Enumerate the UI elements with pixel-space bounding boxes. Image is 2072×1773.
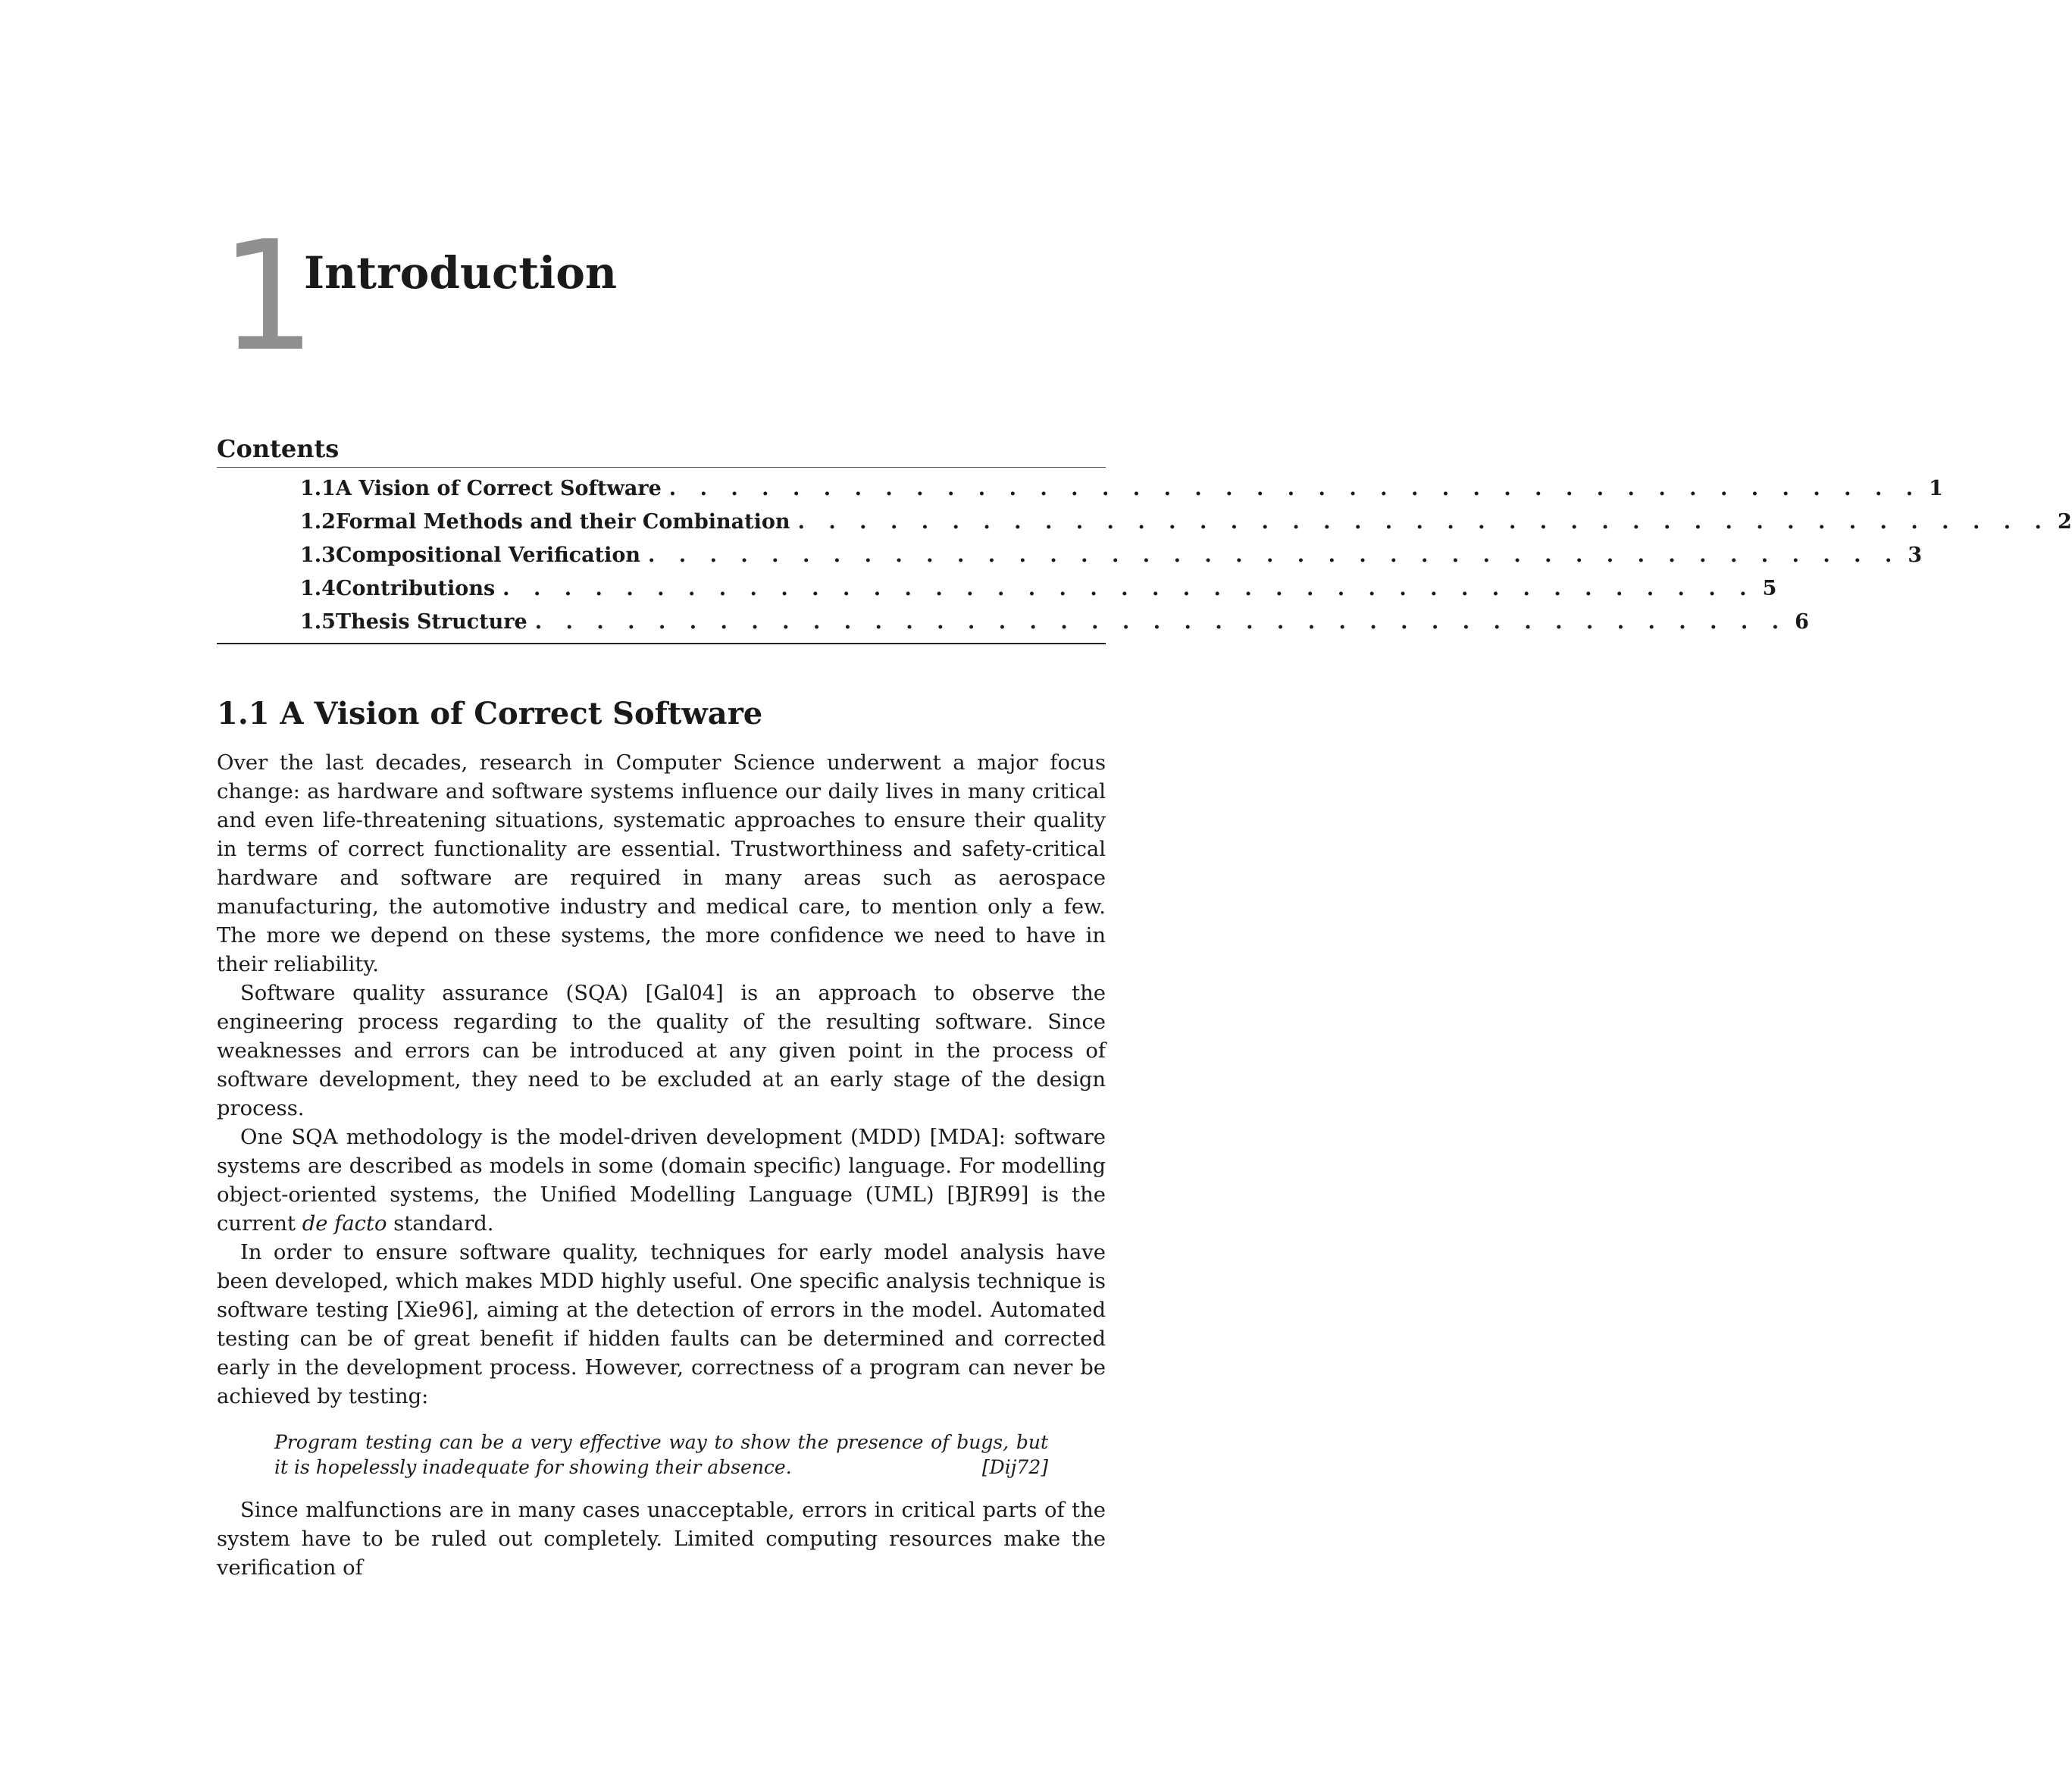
toc-number: 1.2: [300, 509, 336, 534]
toc-item-1-4[interactable]: [300, 572, 1777, 605]
chapter-number: 1: [220, 208, 317, 385]
toc-leader-dots: . . . . . . . . . . . . . . . . . . . . . . . . . . . . . . . . . . . . . . . . .: [668, 476, 1922, 500]
toc-item-1-1[interactable]: [300, 471, 1943, 505]
toc-page-number: 5: [1762, 576, 1777, 600]
toc-title: A Vision of Correct Software: [335, 476, 662, 500]
quote-citation: [Dij72]: [981, 1456, 1048, 1478]
paragraph: Since malfunctions are in many cases unacceptable, errors in critical parts of the system have to be ruled out completely. Limited computing resources make the verification of: [217, 1499, 1106, 1580]
toc-item-1-5[interactable]: [300, 605, 1809, 638]
toc-leader-dots: . . . . . . . . . . . . . . . . . . . . . . . . . . . . . . . . . . . . . . . . .: [647, 543, 1901, 567]
toc-bottom-rule: [217, 643, 1106, 644]
paragraph: [217, 1123, 1106, 1239]
paragraph: Software quality assurance (SQA) [Gal04] is an approach to observe the engineering process regarding to the quality of the resulting software. Since weaknesses and errors can be introduced at any given point in the process of software development, they need to be excluded at an early stage of the design process.: [217, 982, 1106, 1120]
paragraph-text: One SQA methodology is the model-driven development (MDD) [MDA]: software systems are described as models in some (domain specific) language. For modelling object-oriented systems, the Unified Modelling Language (UML) [BJR99] is the current: [217, 1126, 1106, 1236]
toc-leader-dots: . . . . . . . . . . . . . . . . . . . . . . . . . . . . . . . . . . . . . . . . .: [502, 576, 1755, 600]
italic-term: de facto: [302, 1212, 387, 1236]
toc-page-number: 6: [1795, 609, 1809, 634]
toc-title: Contributions: [335, 576, 496, 600]
toc-title: Thesis Structure: [335, 609, 527, 634]
toc-number: 1.5: [300, 609, 336, 634]
toc-item-1-3[interactable]: [300, 538, 1923, 572]
section-body: [217, 749, 1106, 1583]
quote-text: Program testing can be a very effective way to show the presence of bugs, but it is hopelessly inadequate for showing their absence.: [274, 1431, 1048, 1478]
paragraph: Over the last decades, research in Computer Science underwent a major focus change: as hardware and software systems influence our daily lives in many critical and even life-threatening situations, systematic approaches to ensure their quality in terms of correct functionality are essential. Trustworthiness and safety-critical hardware and software are required in many areas such as aerospace manufacturing, the automotive industry and medical care, to mention only a few. The more we depend on these systems, the more confidence we need to have in their reliability.: [217, 751, 1106, 976]
toc-leader-dots: . . . . . . . . . . . . . . . . . . . . . . . . . . . . . . . . . . . . . . . . .: [534, 609, 1788, 634]
toc-heading: Contents: [217, 434, 340, 463]
toc-page-number: 2: [2057, 509, 2072, 534]
toc-title: Compositional Verification: [335, 543, 640, 567]
paragraph-text: standard.: [387, 1212, 494, 1236]
table-of-contents: [300, 471, 2072, 638]
chapter-title: Introduction: [304, 247, 618, 299]
toc-number: 1.1: [300, 476, 336, 500]
toc-top-rule: [217, 467, 1106, 468]
toc-number: 1.4: [300, 576, 336, 600]
toc-title: Formal Methods and their Combination: [335, 509, 790, 534]
toc-number: 1.3: [300, 543, 336, 567]
toc-page-number: 3: [1908, 543, 1923, 567]
section-heading: 1.1 A Vision of Correct Software: [217, 696, 763, 731]
toc-page-number: 1: [1929, 476, 1943, 500]
toc-item-1-2[interactable]: [300, 505, 2072, 538]
toc-leader-dots: . . . . . . . . . . . . . . . . . . . . . . . . . . . . . . . . . . . . . . . . .: [797, 509, 2050, 534]
paragraph: In order to ensure software quality, techniques for early model analysis have been developed, which makes MDD highly useful. One specific analysis technique is software testing [Xie96], aiming at the detection of errors in the model. Automated testing can be of great benefit if hidden faults can be determined and corrected early in the development process. However, correctness of a program can never be achieved by testing:: [217, 1241, 1106, 1408]
block-quote: [274, 1430, 1048, 1480]
